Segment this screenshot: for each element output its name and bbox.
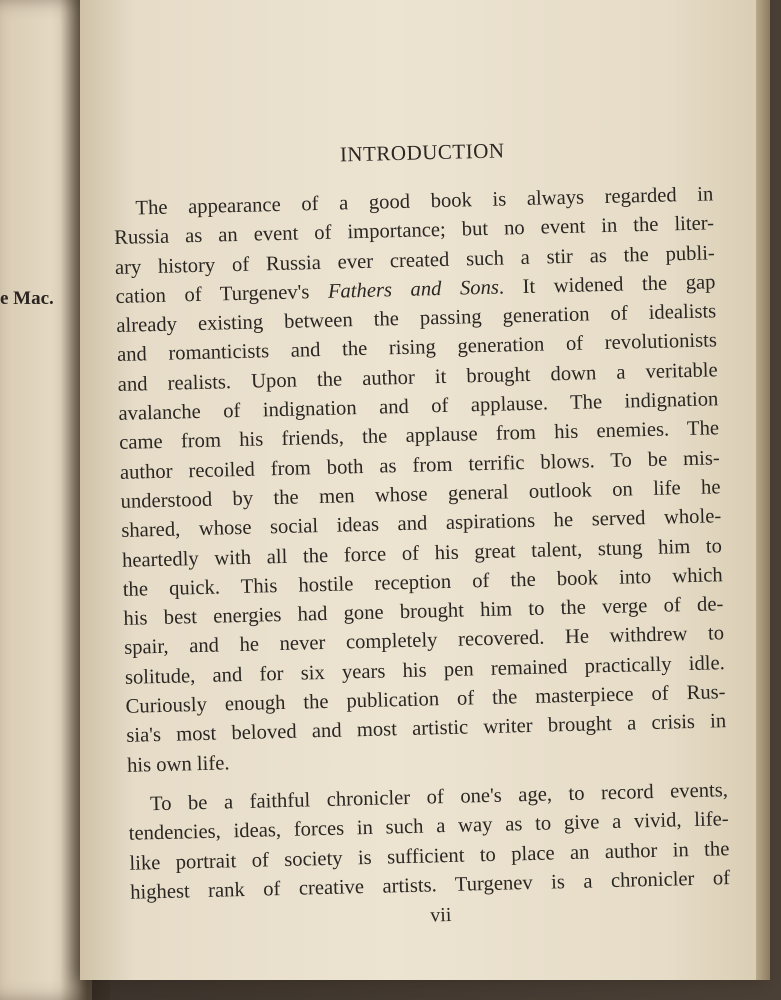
text-line: shared, whose social ideas and aspirations he served whole- bbox=[121, 505, 722, 543]
text-fragment: . It widened the gap bbox=[498, 271, 716, 299]
text-line: spair, and he never completely recovered. He withdrew to bbox=[123, 622, 725, 660]
paragraph-2 bbox=[128, 776, 731, 908]
text-line: came from his friends, the applause from his enemies. The bbox=[118, 417, 720, 455]
text-fragment: cation of Turgenev's bbox=[115, 280, 329, 308]
text-line: highest rank of creative artists. Turgenev is a chronicler of bbox=[129, 866, 731, 904]
text-line: solitude, and for six years his pen remained practically idle. bbox=[124, 651, 726, 689]
text-line: and romanticists and the rising generation of revolutionists bbox=[116, 329, 718, 367]
text-line: author recoiled from both as from terrific blows. To be mis- bbox=[119, 446, 721, 484]
page-number: vii bbox=[430, 904, 452, 927]
text-line: like portrait of society is sufficient to place an author in the bbox=[129, 837, 730, 875]
text-line: his own life. bbox=[126, 751, 230, 777]
text-line: To be a faithful chronicler of one's age, to record events, bbox=[149, 779, 729, 816]
page-content bbox=[112, 133, 731, 935]
text-line: understood by the men whose general outlook on life he bbox=[120, 476, 721, 513]
text-line: heartedly with all the force of his great talent, stung him to bbox=[121, 534, 723, 572]
page-edge bbox=[756, 0, 770, 980]
text-line: Russia as an event of importance; but no event in the liter- bbox=[113, 212, 715, 250]
text-line: his best energies had gone brought him to the verge of de- bbox=[123, 593, 724, 631]
paragraph-1 bbox=[113, 180, 727, 780]
text-line: already existing between the passing generation of idealists bbox=[116, 300, 717, 338]
page-title: INTRODUCTION bbox=[339, 138, 505, 167]
text-line: Curiously enough the publication of the masterpiece of Rus- bbox=[125, 681, 726, 718]
text-line: the quick. This hostile reception of the book into which bbox=[122, 564, 723, 601]
left-page-fragment: e Mac. bbox=[0, 288, 54, 309]
text-line: ary history of Russia ever created such a stir as the publi- bbox=[114, 241, 716, 279]
text-line: and realists. Upon the author it brought down a veritable bbox=[117, 359, 718, 396]
text-line: sia's most beloved and most artistic writer brought a crisis in bbox=[126, 710, 727, 748]
book-title-italic: Fathers and Sons bbox=[327, 276, 500, 303]
text-line: The appearance of a good book is always regarded in bbox=[135, 183, 714, 220]
text-line: tendencies, ideas, forces in such a way as to give a vivid, life- bbox=[128, 808, 729, 846]
text-line: avalanche of indignation and of applause. The indignation bbox=[118, 388, 719, 425]
